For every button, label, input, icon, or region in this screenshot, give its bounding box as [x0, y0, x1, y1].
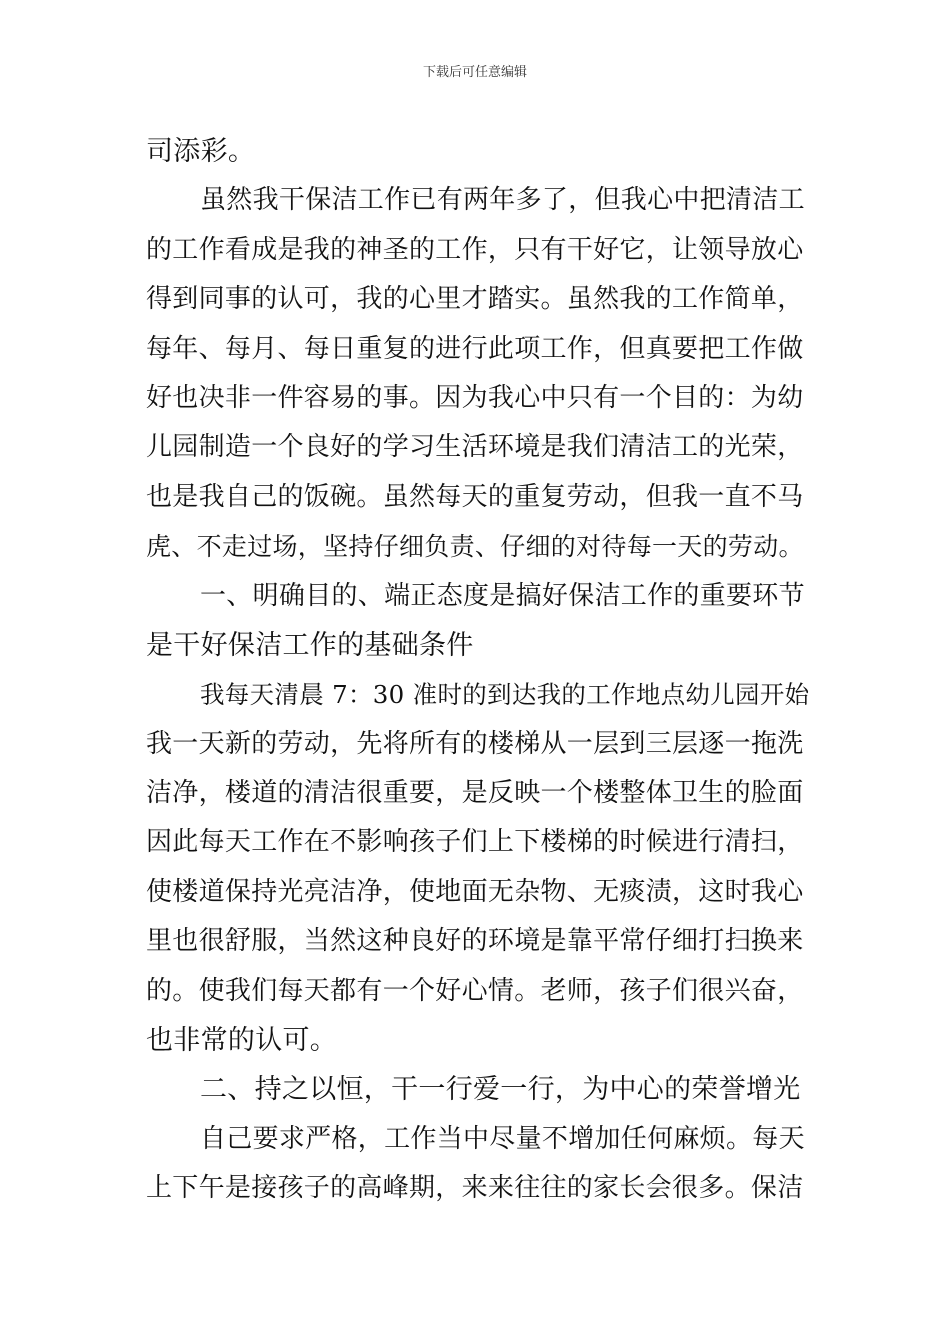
text-line: 的。使我们每天都有一个好心情。老师，孩子们很兴奋，: [146, 975, 804, 1006]
text-line: 我每天清晨 7：30 准时的到达我的工作地点幼儿园开始: [200, 680, 810, 710]
text-line: 洁净，楼道的清洁很重要，是反映一个楼整体卫生的脸面: [146, 778, 804, 809]
text-line: 虽然我干保洁工作已有两年多了，但我心中把清洁工: [200, 185, 805, 216]
page-header-note: 下载后可任意编辑: [422, 65, 527, 80]
text-line: 得到同事的认可，我的心里才踏实。虽然我的工作简单，: [146, 284, 804, 315]
text-line: 儿园制造一个良好的学习生活环境是我们清洁工的光荣，: [146, 432, 804, 463]
text-line: 我一天新的劳动，先将所有的楼梯从一层到三层逐一拖洗: [146, 728, 804, 759]
text-line: 上下午是接孩子的高峰期，来来往往的家长会很多。保洁: [146, 1173, 804, 1204]
text-line: 也非常的认可。: [146, 1025, 338, 1057]
text-line: 每年、每月、每日重复的进行此项工作，但真要把工作做: [146, 333, 804, 364]
section-heading-line: 一、明确目的、端正态度是搞好保洁工作的重要环节: [200, 580, 805, 611]
text-line: 的工作看成是我的神圣的工作，只有干好它，让领导放心: [146, 234, 804, 265]
document-body: [146, 127, 810, 1214]
text-line: 里也很舒服，当然这种良好的环境是靠平常仔细打扫换来: [146, 926, 804, 957]
text-line: 自己要求严格，工作当中尽量不增加任何麻烦。每天: [200, 1123, 805, 1154]
text-line: 司添彩。: [146, 136, 256, 167]
text-line: 因此每天工作在不影响孩子们上下楼梯的时候进行清扫，: [146, 827, 804, 858]
text-line: 好也决非一件容易的事。因为我心中只有一个目的：为幼: [146, 382, 804, 413]
text-line: 也是我自己的饭碗。虽然每天的重复劳动，但我一直不马: [146, 481, 804, 512]
section-heading-line: 二、持之以恒，干一行爱一行，为中心的荣誉增光: [200, 1074, 801, 1106]
section-heading-line: 是干好保洁工作的基础条件: [146, 629, 474, 661]
text-line: 使楼道保持光亮洁净，使地面无杂物、无痰渍，这时我心: [146, 876, 804, 907]
text-line: 虎、不走过场，坚持仔细负责、仔细的对待每一天的劳动。: [146, 532, 804, 562]
